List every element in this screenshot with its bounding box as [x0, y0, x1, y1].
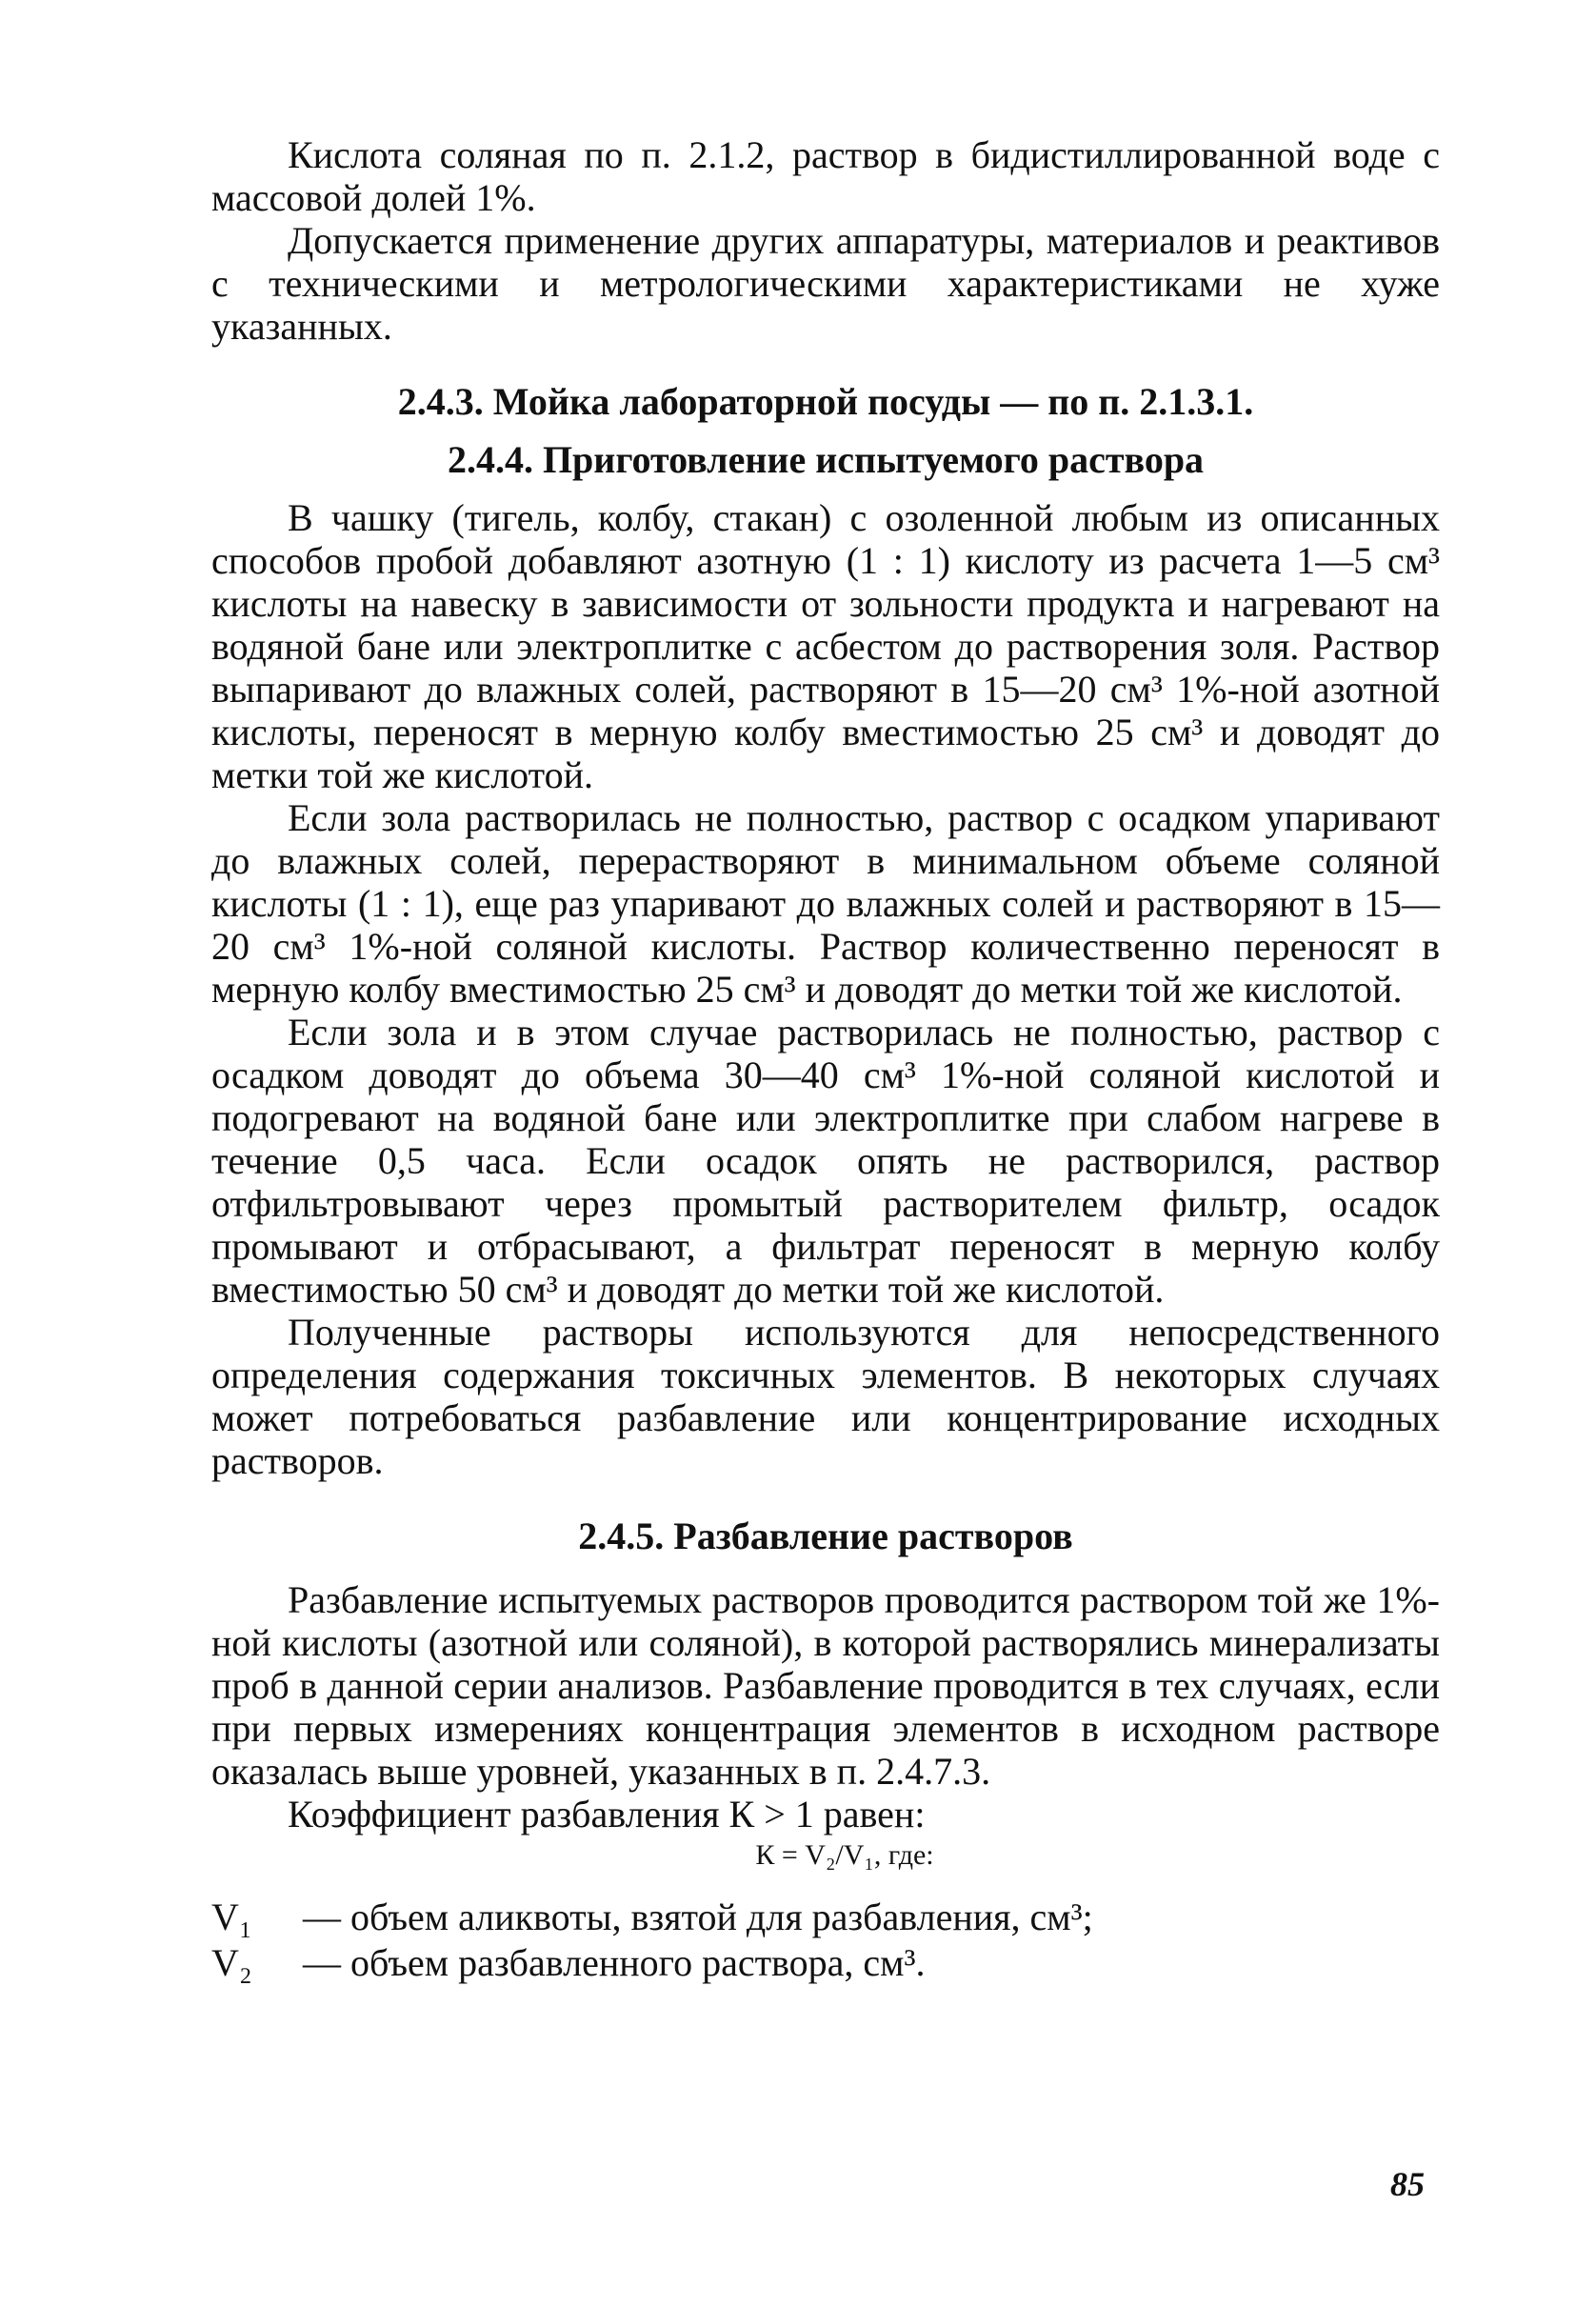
paragraph-incomplete-dissolution: Если зола растворилась не полностью, раствор с осадком упаривают до влажных солей, перерастворяют в минимальном объеме соляной кислоты (1 : 1), еще раз упаривают до влажных солей и растворяют в 15—20 см³ 1%-ной соляной кислоты. Раствор количественно переносят в мерную колбу вместимостью 25 см³ и доводят до метки той же кислотой. — [211, 796, 1440, 1011]
paragraph-substitution: Допускается применение других аппаратуры, материалов и реактивов с техническими и метрологическими характеристиками не хуже указанных. — [211, 219, 1440, 348]
paragraph-reagent: Кислота соляная по п. 2.1.2, раствор в бидистиллированной воде с массовой долей 1%. — [211, 133, 1440, 219]
paragraph-preparation: В чашку (тигель, колбу, стакан) с озоленной любым из описанных способов пробой добавляют азотную (1 : 1) кислоту из расчета 1—5 см³ кислоты на навеску в зависимости от зольности продукта и нагревают на водяной бане или электроплитке с асбестом до растворения золя. Раствор выпаривают до влажных солей, растворяют в 15—20 см³ 1%-ной азотной кислоты, переносят в мерную колбу вместимостью 25 см³ и доводят до метки той же кислотой. — [211, 496, 1440, 796]
symbol-v1: V₁ — [211, 1896, 252, 1938]
heading-2-4-3: 2.4.3. Мойка лабораторной посуды — по п. 2.1.3.1. — [397, 380, 1254, 423]
document-page — [211, 133, 1440, 1986]
definition-v1 — [211, 1895, 1440, 1940]
heading-2-4-4: 2.4.4. Приготовление испытуемого раствора — [447, 438, 1205, 481]
symbol-v2: V₂ — [211, 1941, 252, 1984]
formula-k: К = V₂/V₁, где: — [755, 1839, 934, 1871]
paragraph-filtration: Если зола и в этом случае растворилась не полностью, раствор с осадком доводят до объема 30—40 см³ 1%-ной соляной кислотой и подогревают на водяной бане или электроплитке при слабом нагреве в течение 0,5 часа. Если осадок опять не растворился, раствор отфильтровывают через промытый растворителем фильтр, осадок промывают и отбрасывают, а фильтрат переносят в мерную колбу вместимостью 50 см³ и доводят до метки той же кислотой. — [211, 1011, 1440, 1311]
paragraph-usage: Полученные растворы используются для непосредственного определения содержания токсичных элементов. В некоторых случаях может потребоваться разбавление или концентрирование исходных растворов. — [211, 1311, 1440, 1482]
definition-v1-text: — объем аликвоты, взятой для разбавления, см³; — [303, 1896, 1093, 1938]
variable-definitions — [211, 1895, 1440, 1986]
paragraph-dilution: Разбавление испытуемых растворов проводится раствором той же 1%-ной кислоты (азотной или соляной), в которой растворялись минерализаты проб в данной серии анализов. Разбавление проводится в тех случаях, если при первых измерениях концентрация элементов в исходном растворе оказалась выше уровней, указанных в п. 2.4.7.3. — [211, 1578, 1440, 1793]
definition-v2-text: — объем разбавленного раствора, см³. — [303, 1941, 926, 1984]
paragraph-coefficient: Коэффициент разбавления К > 1 равен: — [288, 1793, 926, 1836]
definition-v2 — [211, 1940, 1440, 1986]
heading-2-4-5: 2.4.5. Разбавление растворов — [578, 1515, 1073, 1557]
page-number: 85 — [1390, 2165, 1425, 2203]
